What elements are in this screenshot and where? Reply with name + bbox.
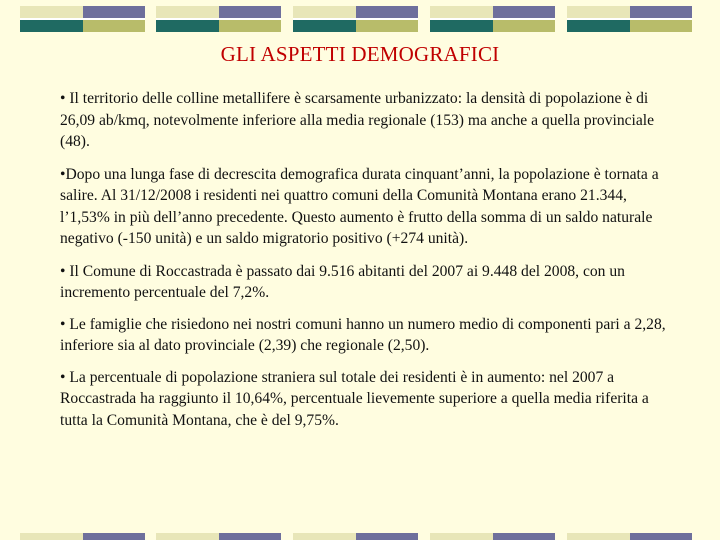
band-tile bbox=[156, 533, 281, 540]
band-tile bbox=[20, 6, 145, 32]
band-tile bbox=[430, 533, 555, 540]
band-tile bbox=[567, 533, 692, 540]
paragraph-roccastrada: • Il Comune di Roccastrada è passato dai 9.516 abitanti del 2007 ai 9.448 del 2008, con un incremento percentuale del 7,2%. bbox=[60, 262, 625, 301]
slide-title: GLI ASPETTI DEMOGRAFICI bbox=[220, 42, 500, 66]
bottom-decorative-band bbox=[0, 533, 720, 540]
top-decorative-band bbox=[0, 0, 720, 32]
band-tile bbox=[20, 533, 145, 540]
slide-content bbox=[60, 88, 670, 441]
band-tile bbox=[293, 6, 418, 32]
band-tile bbox=[156, 6, 281, 32]
band-tile bbox=[430, 6, 555, 32]
paragraph-families: • Le famiglie che risiedono nei nostri comuni hanno un numero medio di componenti pari a 2,28, inferiore sia al dato provinciale (2,39) che regionale (2,50). bbox=[60, 315, 666, 354]
paragraph-population-growth: •Dopo una lunga fase di decrescita demografica durata cinquant’anni, la popolazione è tornata a salire. Al 31/12/2008 i residenti nei quattro comuni della Comunità Montana erano 21.344, l’1,53% in più dell’anno precedente. Questo aumento è frutto della somma di un saldo naturale negativo (-150 unità) e un saldo migratorio positivo (+274 unità). bbox=[60, 165, 659, 247]
band-tile bbox=[567, 6, 692, 32]
paragraph-density: • Il territorio delle colline metallifere è scarsamente urbanizzato: la densità di popolazione è di 26,09 ab/kmq, notevolmente inferiore alla media regionale (153) ma anche a quella provinciale (48). bbox=[60, 90, 655, 150]
paragraph-foreign-population: • La percentuale di popolazione straniera sul totale dei residenti è in aumento: nel 2007 a Roccastrada ha raggiunto il 10,64%, percentuale lievemente superiore a quella media riferita a tutta la Comunità Montana, che è del 9,75%. bbox=[60, 368, 649, 429]
band-tile bbox=[293, 533, 418, 540]
